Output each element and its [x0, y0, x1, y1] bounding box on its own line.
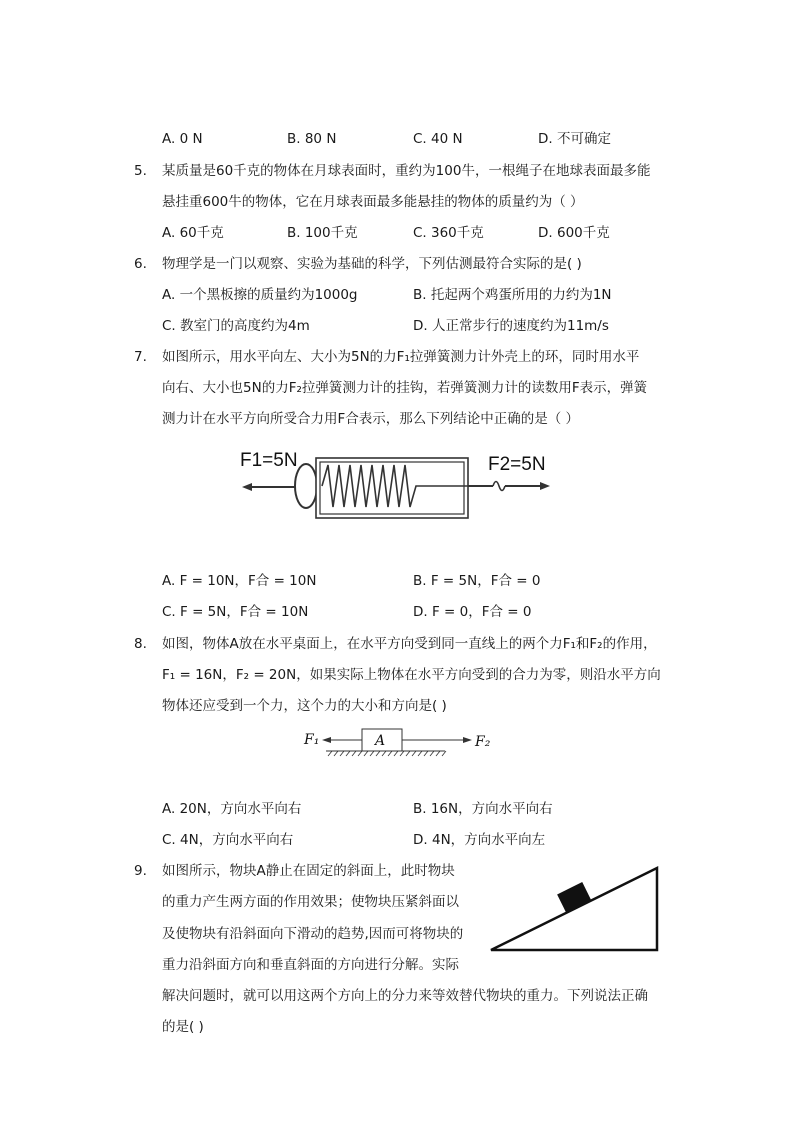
- q5-option-c: C. 360千克: [413, 225, 484, 241]
- q8-option-b: B. 16N，方向水平向右: [413, 801, 553, 817]
- q4-option-d: D. 不可确定: [538, 131, 611, 147]
- q9-number: 9.: [134, 863, 147, 879]
- q8-number: 8.: [134, 636, 147, 652]
- q6-option-b: B. 托起两个鸡蛋所用的力约为1N: [413, 287, 612, 303]
- incline-figure: [488, 864, 660, 954]
- q5-option-b: B. 100千克: [287, 225, 358, 241]
- q7-option-a: A. F = 10N，F合 = 10N: [162, 573, 317, 589]
- q6-option-d: D. 人正常步行的速度约为11m/s: [413, 318, 609, 334]
- q9-line-6: 的是( ): [162, 1019, 204, 1035]
- q9-line-3: 及使物块有沿斜面向下滑动的趋势,因而可将物块的: [162, 926, 464, 942]
- q8-line-1: 如图，物体A放在水平桌面上，在水平方向受到同一直线上的两个力F₁和F₂的作用，: [162, 636, 657, 652]
- q5-line-2: 悬挂重600牛的物体，它在月球表面最多能悬挂的物体的质量约为（ ）: [162, 194, 584, 210]
- q7-line-1: 如图所示，用水平向左、大小为5N的力F₁拉弹簧测力计外壳上的环，同时用水平: [162, 349, 640, 365]
- q8-option-a: A. 20N，方向水平向右: [162, 801, 302, 817]
- q9-line-5: 解决问题时，就可以用这两个方向上的分力来等效替代物块的重力。下列说法正确: [162, 988, 648, 1004]
- q7-option-b: B. F = 5N，F合 = 0: [413, 573, 541, 589]
- q6-option-c: C. 教室门的高度约为4m: [162, 318, 310, 334]
- q9-line-4: 重力沿斜面方向和垂直斜面的方向进行分解。实际: [162, 957, 459, 973]
- q5-number: 5.: [134, 163, 147, 179]
- q5-line-1: 某质量是60千克的物体在月球表面时，重约为100牛，一根绳子在地球表面最多能: [162, 163, 651, 179]
- q4-option-b: B. 80 N: [287, 131, 337, 147]
- q7-number: 7.: [134, 349, 147, 365]
- block-forces-figure: [300, 726, 500, 760]
- q8-option-d: D. 4N，方向水平向左: [413, 832, 546, 848]
- q8-option-c: C. 4N，方向水平向右: [162, 832, 294, 848]
- f2-label: F2=5N: [488, 454, 546, 475]
- q7-option-d: D. F = 0，F合 = 0: [413, 604, 532, 620]
- q8-line-3: 物体还应受到一个力，这个力的大小和方向是( ): [162, 698, 447, 714]
- q7-line-3: 测力计在水平方向所受合力用F合表示，那么下列结论中正确的是（ ）: [162, 411, 580, 427]
- q5-option-d: D. 600千克: [538, 225, 610, 241]
- q7-line-2: 向右、大小也5N的力F₂拉弹簧测力计的挂钩，若弹簧测力计的读数用F表示，弹簧: [162, 380, 648, 396]
- q4-option-c: C. 40 N: [413, 131, 463, 147]
- q9-line-2: 的重力产生两方面的作用效果；使物块压紧斜面以: [162, 894, 459, 910]
- q8-line-2: F₁ = 16N，F₂ = 20N，如果实际上物体在水平方向受到的合力为零，则沿水平方向: [162, 667, 661, 683]
- f1-label: F1=5N: [240, 450, 298, 471]
- f2-force-label: F₂: [475, 734, 491, 750]
- q4-option-a: A. 0 N: [162, 131, 203, 147]
- block-a-label: A: [375, 733, 386, 749]
- q6-option-a: A. 一个黑板擦的质量约为1000g: [162, 287, 358, 303]
- q6-number: 6.: [134, 256, 147, 272]
- q6-line-1: 物理学是一门以观察、实验为基础的科学，下列估测最符合实际的是( ): [162, 256, 582, 272]
- q5-option-a: A. 60千克: [162, 225, 224, 241]
- q7-option-c: C. F = 5N，F合 = 10N: [162, 604, 309, 620]
- q9-line-1: 如图所示，物块A静止在固定的斜面上，此时物块: [162, 863, 455, 879]
- spring-scale-figure: [238, 445, 558, 530]
- f1-force-label: F₁: [304, 732, 320, 748]
